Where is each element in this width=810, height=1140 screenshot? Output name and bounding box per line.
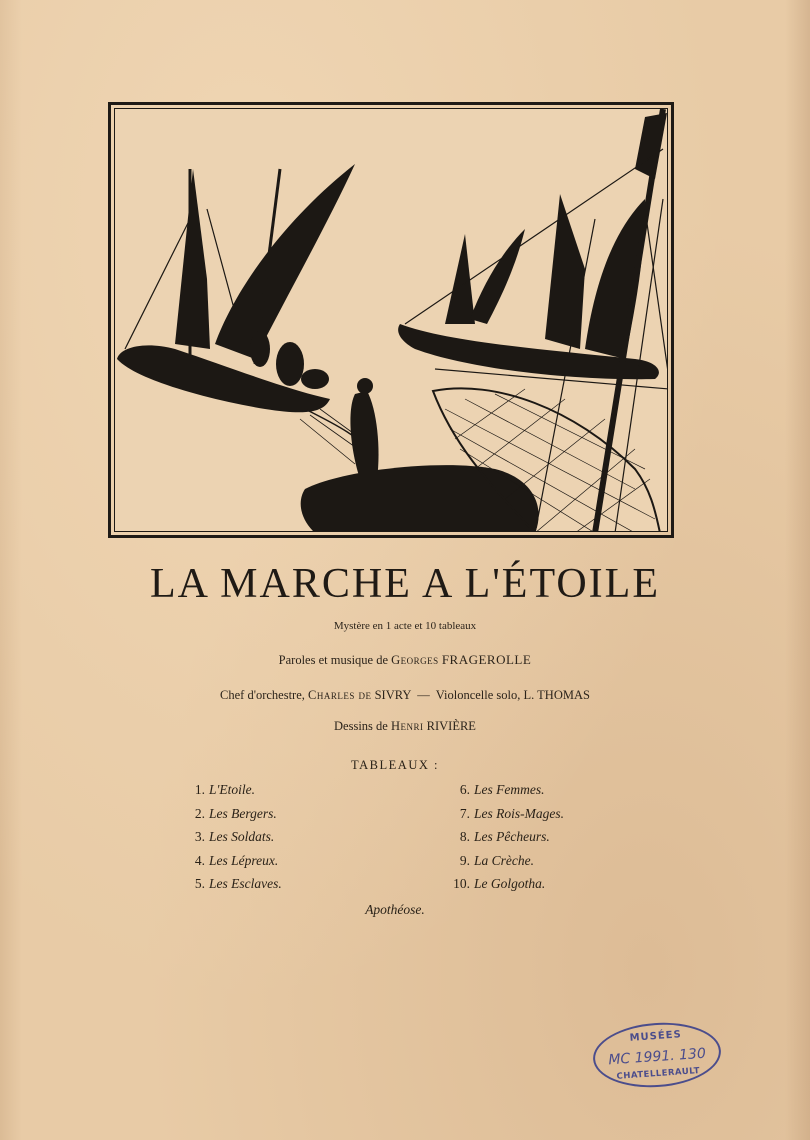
item-label: Les Soldats. bbox=[209, 829, 275, 844]
drawings-credit bbox=[0, 719, 810, 734]
drawings-prefix: Dessins de bbox=[334, 719, 388, 733]
item-number: 10. bbox=[453, 876, 470, 891]
item-number: 3. bbox=[194, 829, 205, 844]
item-label: Les Esclaves. bbox=[209, 876, 282, 891]
item-number: 5. bbox=[194, 876, 205, 891]
item-label: Les Lépreux. bbox=[209, 852, 279, 868]
list-item bbox=[175, 876, 282, 900]
list-item bbox=[175, 782, 282, 806]
list-item bbox=[440, 853, 564, 877]
item-label: Les Femmes. bbox=[474, 782, 545, 797]
stamp-top-text: MUSÉES bbox=[629, 1029, 683, 1044]
illustration-frame bbox=[108, 102, 674, 538]
words-music-prefix: Paroles et musique de bbox=[278, 653, 389, 667]
tableaux-list-right bbox=[440, 782, 564, 900]
list-item bbox=[440, 806, 564, 830]
item-number: 9. bbox=[459, 852, 470, 868]
artist-last-name: RIVIÈRE bbox=[426, 719, 476, 733]
item-label: Le Golgotha. bbox=[474, 876, 546, 891]
subtitle: Mystère en 1 acte et 10 tableaux bbox=[333, 620, 477, 632]
conductor-last-name: SIVRY bbox=[374, 688, 411, 702]
words-music-credit bbox=[0, 652, 810, 668]
credit-separator: — bbox=[417, 688, 430, 702]
item-label: La Crèche. bbox=[474, 852, 534, 868]
illustration bbox=[114, 108, 668, 532]
cello-prefix: Violoncelle solo, bbox=[435, 688, 521, 702]
item-label: Les Rois-Mages. bbox=[474, 805, 564, 821]
orchestra-credit bbox=[0, 688, 810, 703]
conductor-prefix: Chef d'orchestre, bbox=[220, 688, 305, 702]
stamp-inventory-number: MC 1991. 130 bbox=[607, 1045, 707, 1069]
item-number: 7. bbox=[459, 805, 470, 821]
artist-first-name: Henri bbox=[390, 719, 424, 733]
stamp-bottom-text: CHATELLERAULT bbox=[616, 1066, 701, 1082]
item-number: 1. bbox=[194, 782, 205, 797]
apotheosis: Apothéose. bbox=[365, 902, 425, 917]
boats-silhouette-illustration bbox=[115, 109, 668, 532]
composer-first-name: Georges bbox=[391, 653, 439, 667]
title: LA MARCHE A L'ÉTOILE bbox=[150, 561, 660, 607]
item-label: Les Pêcheurs. bbox=[474, 829, 550, 844]
item-label: Les Bergers. bbox=[209, 805, 277, 821]
list-item bbox=[440, 782, 564, 806]
tableaux-list-left bbox=[175, 782, 282, 900]
cello-name: L. THOMAS bbox=[523, 688, 590, 702]
list-item bbox=[175, 806, 282, 830]
list-item bbox=[175, 829, 282, 853]
conductor-first-name: Charles de bbox=[308, 688, 372, 702]
list-item bbox=[440, 829, 564, 853]
item-number: 6. bbox=[459, 782, 470, 797]
tableaux-heading: TABLEAUX : bbox=[351, 758, 439, 772]
item-number: 8. bbox=[459, 829, 470, 844]
item-label: L'Etoile. bbox=[209, 782, 256, 797]
item-number: 4. bbox=[194, 852, 205, 868]
composer-last-name: FRAGEROLLE bbox=[441, 652, 532, 667]
item-number: 2. bbox=[194, 805, 205, 821]
list-item bbox=[175, 853, 282, 877]
list-item bbox=[440, 876, 564, 900]
